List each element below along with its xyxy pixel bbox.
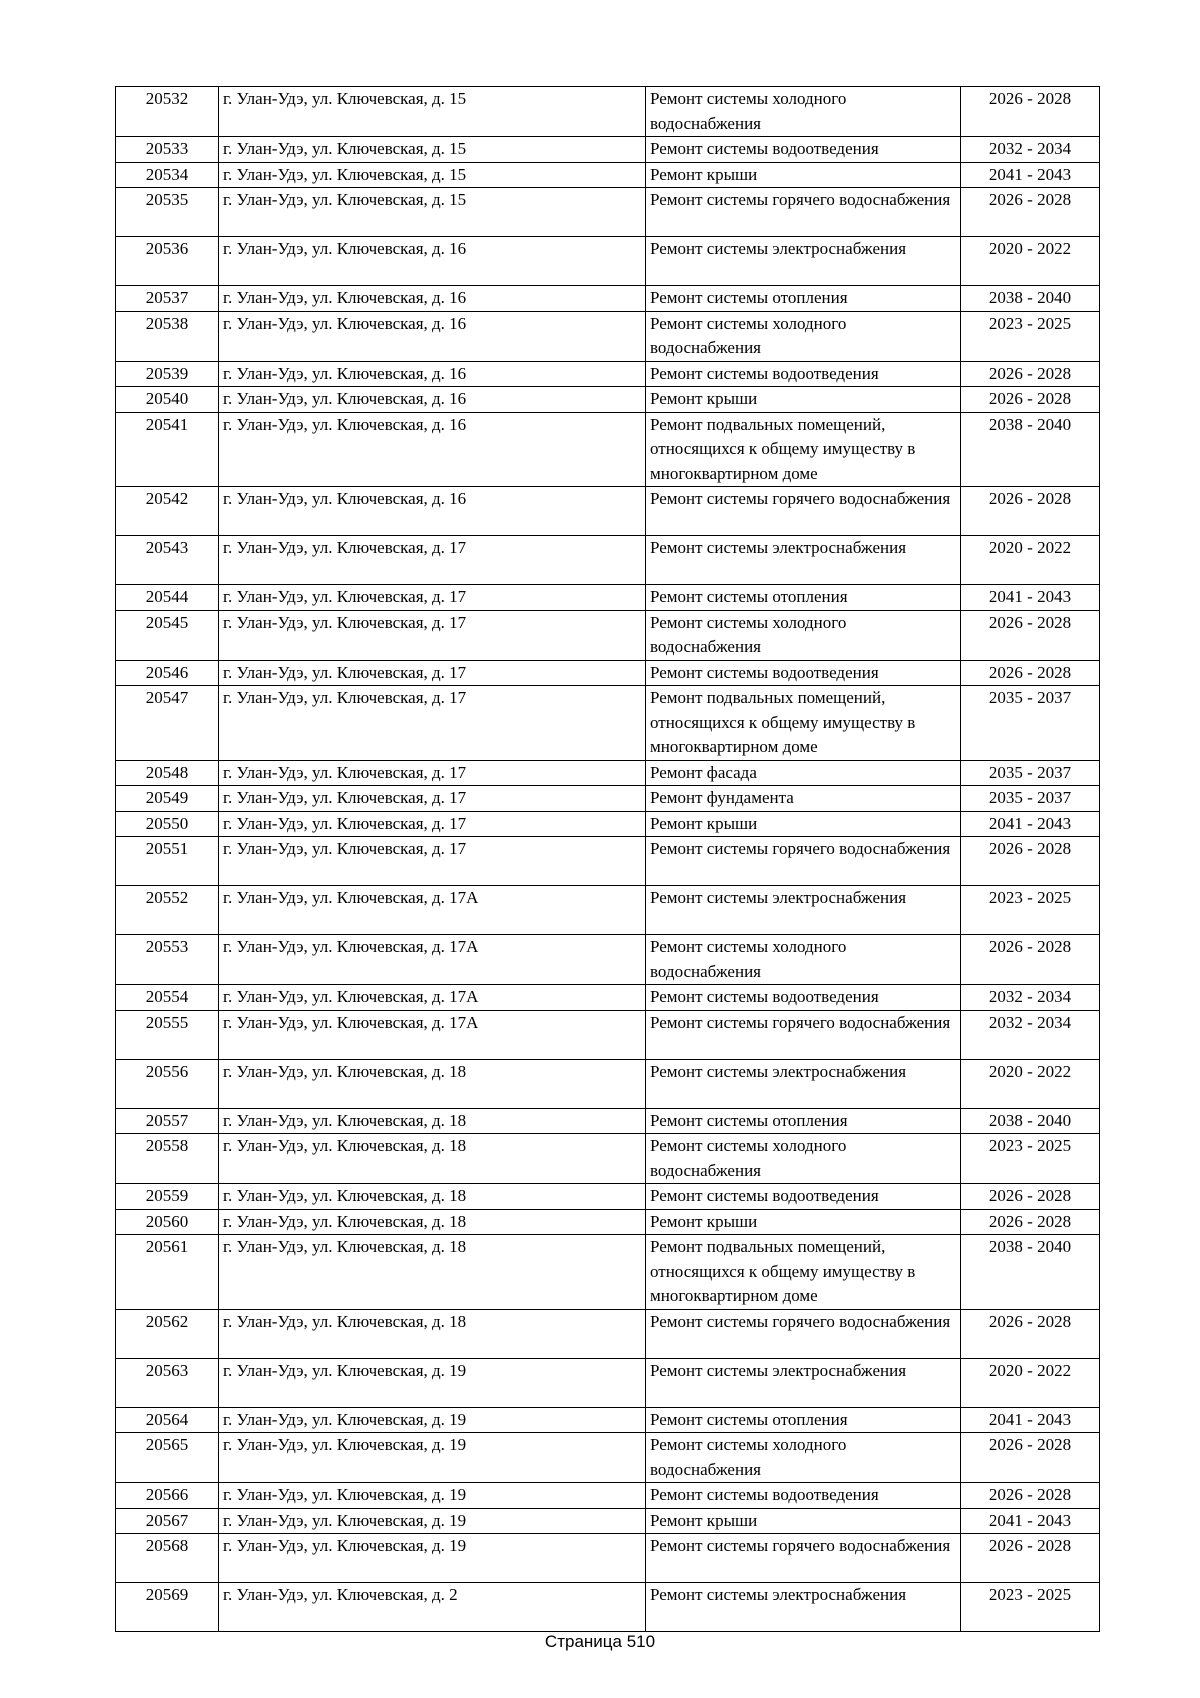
table-row <box>116 1108 1100 1134</box>
address-cell: г. Улан-Удэ, ул. Ключевская, д. 18 <box>219 1134 646 1184</box>
row-number-cell: 20541 <box>116 412 219 487</box>
table-row <box>116 87 1100 137</box>
table-row <box>116 237 1100 286</box>
address-cell: г. Улан-Удэ, ул. Ключевская, д. 15 <box>219 188 646 237</box>
table-row <box>116 1358 1100 1407</box>
work-type-cell: Ремонт системы электроснабжения <box>646 536 961 585</box>
row-number-cell: 20560 <box>116 1209 219 1235</box>
table-row <box>116 1583 1100 1632</box>
row-number-cell: 20555 <box>116 1010 219 1059</box>
period-cell: 2035 - 2037 <box>961 786 1100 812</box>
row-number-cell: 20567 <box>116 1508 219 1534</box>
row-number-cell: 20546 <box>116 660 219 686</box>
address-cell: г. Улан-Удэ, ул. Ключевская, д. 16 <box>219 361 646 387</box>
row-number-cell: 20553 <box>116 935 219 985</box>
row-number-cell: 20548 <box>116 760 219 786</box>
address-cell: г. Улан-Удэ, ул. Ключевская, д. 18 <box>219 1235 646 1310</box>
work-type-cell: Ремонт системы водоотведения <box>646 660 961 686</box>
address-cell: г. Улан-Удэ, ул. Ключевская, д. 17А <box>219 935 646 985</box>
row-number-cell: 20558 <box>116 1134 219 1184</box>
work-type-cell: Ремонт системы электроснабжения <box>646 886 961 935</box>
period-cell: 2020 - 2022 <box>961 1358 1100 1407</box>
address-cell: г. Улан-Удэ, ул. Ключевская, д. 2 <box>219 1583 646 1632</box>
row-number-cell: 20539 <box>116 361 219 387</box>
address-cell: г. Улан-Удэ, ул. Ключевская, д. 17А <box>219 886 646 935</box>
address-cell: г. Улан-Удэ, ул. Ключевская, д. 18 <box>219 1059 646 1108</box>
work-type-cell: Ремонт системы электроснабжения <box>646 1358 961 1407</box>
period-cell: 2026 - 2028 <box>961 1209 1100 1235</box>
period-cell: 2023 - 2025 <box>961 1583 1100 1632</box>
period-cell: 2020 - 2022 <box>961 536 1100 585</box>
work-type-cell: Ремонт крыши <box>646 387 961 413</box>
period-cell: 2023 - 2025 <box>961 886 1100 935</box>
work-type-cell: Ремонт системы отопления <box>646 1407 961 1433</box>
period-cell: 2026 - 2028 <box>961 1309 1100 1358</box>
address-cell: г. Улан-Удэ, ул. Ключевская, д. 17 <box>219 536 646 585</box>
table-row <box>116 985 1100 1011</box>
document-table-container <box>115 86 1099 1632</box>
period-cell: 2026 - 2028 <box>961 487 1100 536</box>
row-number-cell: 20540 <box>116 387 219 413</box>
row-number-cell: 20533 <box>116 137 219 163</box>
period-cell: 2041 - 2043 <box>961 1508 1100 1534</box>
period-cell: 2026 - 2028 <box>961 387 1100 413</box>
work-type-cell: Ремонт системы водоотведения <box>646 137 961 163</box>
period-cell: 2026 - 2028 <box>961 1483 1100 1509</box>
address-cell: г. Улан-Удэ, ул. Ключевская, д. 16 <box>219 412 646 487</box>
row-number-cell: 20535 <box>116 188 219 237</box>
work-type-cell: Ремонт крыши <box>646 1508 961 1534</box>
address-cell: г. Улан-Удэ, ул. Ключевская, д. 19 <box>219 1358 646 1407</box>
row-number-cell: 20557 <box>116 1108 219 1134</box>
period-cell: 2023 - 2025 <box>961 1134 1100 1184</box>
table-row <box>116 1508 1100 1534</box>
table-row <box>116 1184 1100 1210</box>
table-row <box>116 137 1100 163</box>
table-row <box>116 412 1100 487</box>
work-type-cell: Ремонт системы холодного водоснабжения <box>646 311 961 361</box>
work-type-cell: Ремонт системы водоотведения <box>646 1184 961 1210</box>
table-row <box>116 660 1100 686</box>
table-row <box>116 1010 1100 1059</box>
row-number-cell: 20549 <box>116 786 219 812</box>
row-number-cell: 20556 <box>116 1059 219 1108</box>
page-number: Страница 510 <box>544 1632 656 1651</box>
address-cell: г. Улан-Удэ, ул. Ключевская, д. 19 <box>219 1433 646 1483</box>
row-number-cell: 20568 <box>116 1534 219 1583</box>
work-type-cell: Ремонт крыши <box>646 811 961 837</box>
table-row <box>116 811 1100 837</box>
row-number-cell: 20552 <box>116 886 219 935</box>
table-row <box>116 1309 1100 1358</box>
row-number-cell: 20547 <box>116 686 219 761</box>
work-type-cell: Ремонт системы водоотведения <box>646 361 961 387</box>
row-number-cell: 20536 <box>116 237 219 286</box>
period-cell: 2035 - 2037 <box>961 686 1100 761</box>
period-cell: 2026 - 2028 <box>961 1534 1100 1583</box>
address-cell: г. Улан-Удэ, ул. Ключевская, д. 15 <box>219 162 646 188</box>
address-cell: г. Улан-Удэ, ул. Ключевская, д. 18 <box>219 1309 646 1358</box>
work-type-cell: Ремонт системы электроснабжения <box>646 237 961 286</box>
period-cell: 2026 - 2028 <box>961 837 1100 886</box>
work-type-cell: Ремонт системы холодного водоснабжения <box>646 1134 961 1184</box>
table-row <box>116 1534 1100 1583</box>
work-type-cell: Ремонт системы горячего водоснабжения <box>646 837 961 886</box>
work-type-cell: Ремонт системы горячего водоснабжения <box>646 1534 961 1583</box>
table-row <box>116 837 1100 886</box>
period-cell: 2041 - 2043 <box>961 1407 1100 1433</box>
table-row <box>116 1134 1100 1184</box>
table-row <box>116 1407 1100 1433</box>
table-row <box>116 585 1100 611</box>
address-cell: г. Улан-Удэ, ул. Ключевская, д. 19 <box>219 1483 646 1509</box>
work-type-cell: Ремонт крыши <box>646 1209 961 1235</box>
period-cell: 2041 - 2043 <box>961 585 1100 611</box>
address-cell: г. Улан-Удэ, ул. Ключевская, д. 19 <box>219 1407 646 1433</box>
period-cell: 2026 - 2028 <box>961 188 1100 237</box>
row-number-cell: 20562 <box>116 1309 219 1358</box>
row-number-cell: 20565 <box>116 1433 219 1483</box>
period-cell: 2020 - 2022 <box>961 237 1100 286</box>
period-cell: 2032 - 2034 <box>961 1010 1100 1059</box>
address-cell: г. Улан-Удэ, ул. Ключевская, д. 17 <box>219 786 646 812</box>
period-cell: 2038 - 2040 <box>961 412 1100 487</box>
row-number-cell: 20563 <box>116 1358 219 1407</box>
table-row <box>116 610 1100 660</box>
work-type-cell: Ремонт системы электроснабжения <box>646 1583 961 1632</box>
table-row <box>116 935 1100 985</box>
row-number-cell: 20561 <box>116 1235 219 1310</box>
period-cell: 2038 - 2040 <box>961 1108 1100 1134</box>
work-type-cell: Ремонт системы холодного водоснабжения <box>646 610 961 660</box>
table-row <box>116 1483 1100 1509</box>
period-cell: 2026 - 2028 <box>961 660 1100 686</box>
row-number-cell: 20542 <box>116 487 219 536</box>
period-cell: 2041 - 2043 <box>961 811 1100 837</box>
repair-schedule-table <box>115 86 1100 1632</box>
table-row <box>116 361 1100 387</box>
work-type-cell: Ремонт системы горячего водоснабжения <box>646 1010 961 1059</box>
address-cell: г. Улан-Удэ, ул. Ключевская, д. 17 <box>219 660 646 686</box>
work-type-cell: Ремонт системы холодного водоснабжения <box>646 1433 961 1483</box>
work-type-cell: Ремонт системы водоотведения <box>646 985 961 1011</box>
address-cell: г. Улан-Удэ, ул. Ключевская, д. 19 <box>219 1534 646 1583</box>
work-type-cell: Ремонт подвальных помещений, относящихся к общему имуществу в многоквартирном доме <box>646 1235 961 1310</box>
row-number-cell: 20545 <box>116 610 219 660</box>
work-type-cell: Ремонт подвальных помещений, относящихся к общему имуществу в многоквартирном доме <box>646 686 961 761</box>
address-cell: г. Улан-Удэ, ул. Ключевская, д. 17 <box>219 837 646 886</box>
row-number-cell: 20543 <box>116 536 219 585</box>
address-cell: г. Улан-Удэ, ул. Ключевская, д. 19 <box>219 1508 646 1534</box>
table-row <box>116 188 1100 237</box>
work-type-cell: Ремонт системы отопления <box>646 1108 961 1134</box>
address-cell: г. Улан-Удэ, ул. Ключевская, д. 15 <box>219 137 646 163</box>
table-row <box>116 786 1100 812</box>
address-cell: г. Улан-Удэ, ул. Ключевская, д. 16 <box>219 387 646 413</box>
table-row <box>116 760 1100 786</box>
period-cell: 2026 - 2028 <box>961 1433 1100 1483</box>
work-type-cell: Ремонт системы горячего водоснабжения <box>646 487 961 536</box>
row-number-cell: 20554 <box>116 985 219 1011</box>
work-type-cell: Ремонт системы водоотведения <box>646 1483 961 1509</box>
work-type-cell: Ремонт подвальных помещений, относящихся к общему имуществу в многоквартирном доме <box>646 412 961 487</box>
address-cell: г. Улан-Удэ, ул. Ключевская, д. 16 <box>219 237 646 286</box>
row-number-cell: 20559 <box>116 1184 219 1210</box>
address-cell: г. Улан-Удэ, ул. Ключевская, д. 16 <box>219 487 646 536</box>
address-cell: г. Улан-Удэ, ул. Ключевская, д. 18 <box>219 1209 646 1235</box>
period-cell: 2032 - 2034 <box>961 137 1100 163</box>
address-cell: г. Улан-Удэ, ул. Ключевская, д. 16 <box>219 311 646 361</box>
table-row <box>116 1235 1100 1310</box>
period-cell: 2041 - 2043 <box>961 162 1100 188</box>
row-number-cell: 20566 <box>116 1483 219 1509</box>
table-row <box>116 886 1100 935</box>
address-cell: г. Улан-Удэ, ул. Ключевская, д. 17 <box>219 686 646 761</box>
address-cell: г. Улан-Удэ, ул. Ключевская, д. 17 <box>219 811 646 837</box>
period-cell: 2020 - 2022 <box>961 1059 1100 1108</box>
address-cell: г. Улан-Удэ, ул. Ключевская, д. 17 <box>219 760 646 786</box>
row-number-cell: 20551 <box>116 837 219 886</box>
address-cell: г. Улан-Удэ, ул. Ключевская, д. 15 <box>219 87 646 137</box>
table-row <box>116 1059 1100 1108</box>
period-cell: 2032 - 2034 <box>961 985 1100 1011</box>
table-row <box>116 686 1100 761</box>
work-type-cell: Ремонт системы горячего водоснабжения <box>646 1309 961 1358</box>
address-cell: г. Улан-Удэ, ул. Ключевская, д. 16 <box>219 286 646 312</box>
work-type-cell: Ремонт фундамента <box>646 786 961 812</box>
row-number-cell: 20532 <box>116 87 219 137</box>
period-cell: 2026 - 2028 <box>961 935 1100 985</box>
table-row <box>116 536 1100 585</box>
work-type-cell: Ремонт системы холодного водоснабжения <box>646 935 961 985</box>
work-type-cell: Ремонт системы отопления <box>646 286 961 312</box>
period-cell: 2038 - 2040 <box>961 1235 1100 1310</box>
row-number-cell: 20550 <box>116 811 219 837</box>
work-type-cell: Ремонт фасада <box>646 760 961 786</box>
table-row <box>116 487 1100 536</box>
work-type-cell: Ремонт крыши <box>646 162 961 188</box>
row-number-cell: 20537 <box>116 286 219 312</box>
address-cell: г. Улан-Удэ, ул. Ключевская, д. 18 <box>219 1184 646 1210</box>
row-number-cell: 20564 <box>116 1407 219 1433</box>
address-cell: г. Улан-Удэ, ул. Ключевская, д. 17 <box>219 610 646 660</box>
table-body <box>116 87 1100 1632</box>
period-cell: 2026 - 2028 <box>961 87 1100 137</box>
work-type-cell: Ремонт системы электроснабжения <box>646 1059 961 1108</box>
period-cell: 2023 - 2025 <box>961 311 1100 361</box>
row-number-cell: 20534 <box>116 162 219 188</box>
table-row <box>116 311 1100 361</box>
table-row <box>116 1433 1100 1483</box>
table-row <box>116 387 1100 413</box>
row-number-cell: 20538 <box>116 311 219 361</box>
table-row <box>116 286 1100 312</box>
work-type-cell: Ремонт системы горячего водоснабжения <box>646 188 961 237</box>
row-number-cell: 20569 <box>116 1583 219 1632</box>
address-cell: г. Улан-Удэ, ул. Ключевская, д. 18 <box>219 1108 646 1134</box>
table-row <box>116 1209 1100 1235</box>
table-row <box>116 162 1100 188</box>
address-cell: г. Улан-Удэ, ул. Ключевская, д. 17А <box>219 985 646 1011</box>
period-cell: 2026 - 2028 <box>961 361 1100 387</box>
work-type-cell: Ремонт системы отопления <box>646 585 961 611</box>
work-type-cell: Ремонт системы холодного водоснабжения <box>646 87 961 137</box>
address-cell: г. Улан-Удэ, ул. Ключевская, д. 17А <box>219 1010 646 1059</box>
period-cell: 2026 - 2028 <box>961 610 1100 660</box>
period-cell: 2038 - 2040 <box>961 286 1100 312</box>
address-cell: г. Улан-Удэ, ул. Ключевская, д. 17 <box>219 585 646 611</box>
period-cell: 2035 - 2037 <box>961 760 1100 786</box>
period-cell: 2026 - 2028 <box>961 1184 1100 1210</box>
row-number-cell: 20544 <box>116 585 219 611</box>
